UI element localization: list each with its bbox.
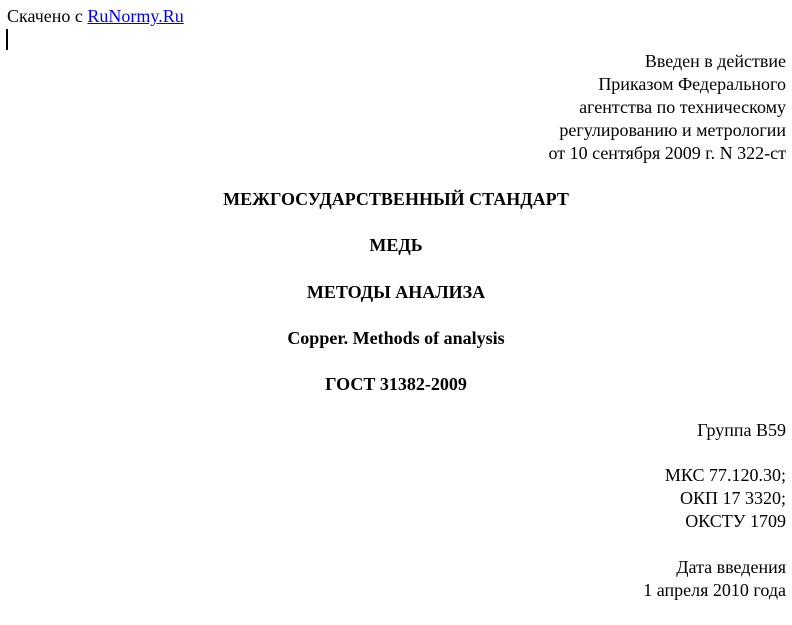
effective-date-block (643, 556, 786, 602)
text-cursor (6, 29, 8, 50)
subject-heading: МЕДЬ (369, 235, 423, 255)
okstu-code: ОКСТУ 1709 (685, 511, 786, 531)
classification-codes-block (665, 464, 786, 533)
introduced-line-2: Приказом Федерального (598, 74, 786, 94)
introduced-line-1: Введен в действие (644, 51, 786, 71)
introduced-line-4: регулированию и метрологии (559, 120, 786, 140)
standard-type-heading: МЕЖГОСУДАРСТВЕННЫЙ СТАНДАРТ (223, 189, 569, 209)
mks-code: МКС 77.120.30; (664, 465, 786, 485)
effective-date-label: Дата введения (676, 557, 786, 577)
download-source-prefix: Скачено с (7, 6, 88, 26)
download-source-line (7, 5, 184, 27)
effective-date-value: 1 апреля 2010 года (643, 580, 786, 600)
gost-number-heading: ГОСТ 31382-2009 (325, 374, 467, 394)
introduced-line-5: от 10 сентября 2009 г. N 322-ст (548, 143, 786, 163)
introduced-line-3: агентства по техническому (579, 97, 786, 117)
runormy-link[interactable]: RuNormy.Ru (87, 6, 184, 26)
okp-code: ОКП 17 3320; (679, 488, 786, 508)
introduced-block (548, 50, 786, 165)
group-label: Группа В59 (697, 420, 786, 440)
group-block (697, 419, 786, 442)
english-title-heading: Copper. Methods of analysis (287, 328, 505, 348)
methods-heading: МЕТОДЫ АНАЛИЗА (306, 282, 486, 302)
